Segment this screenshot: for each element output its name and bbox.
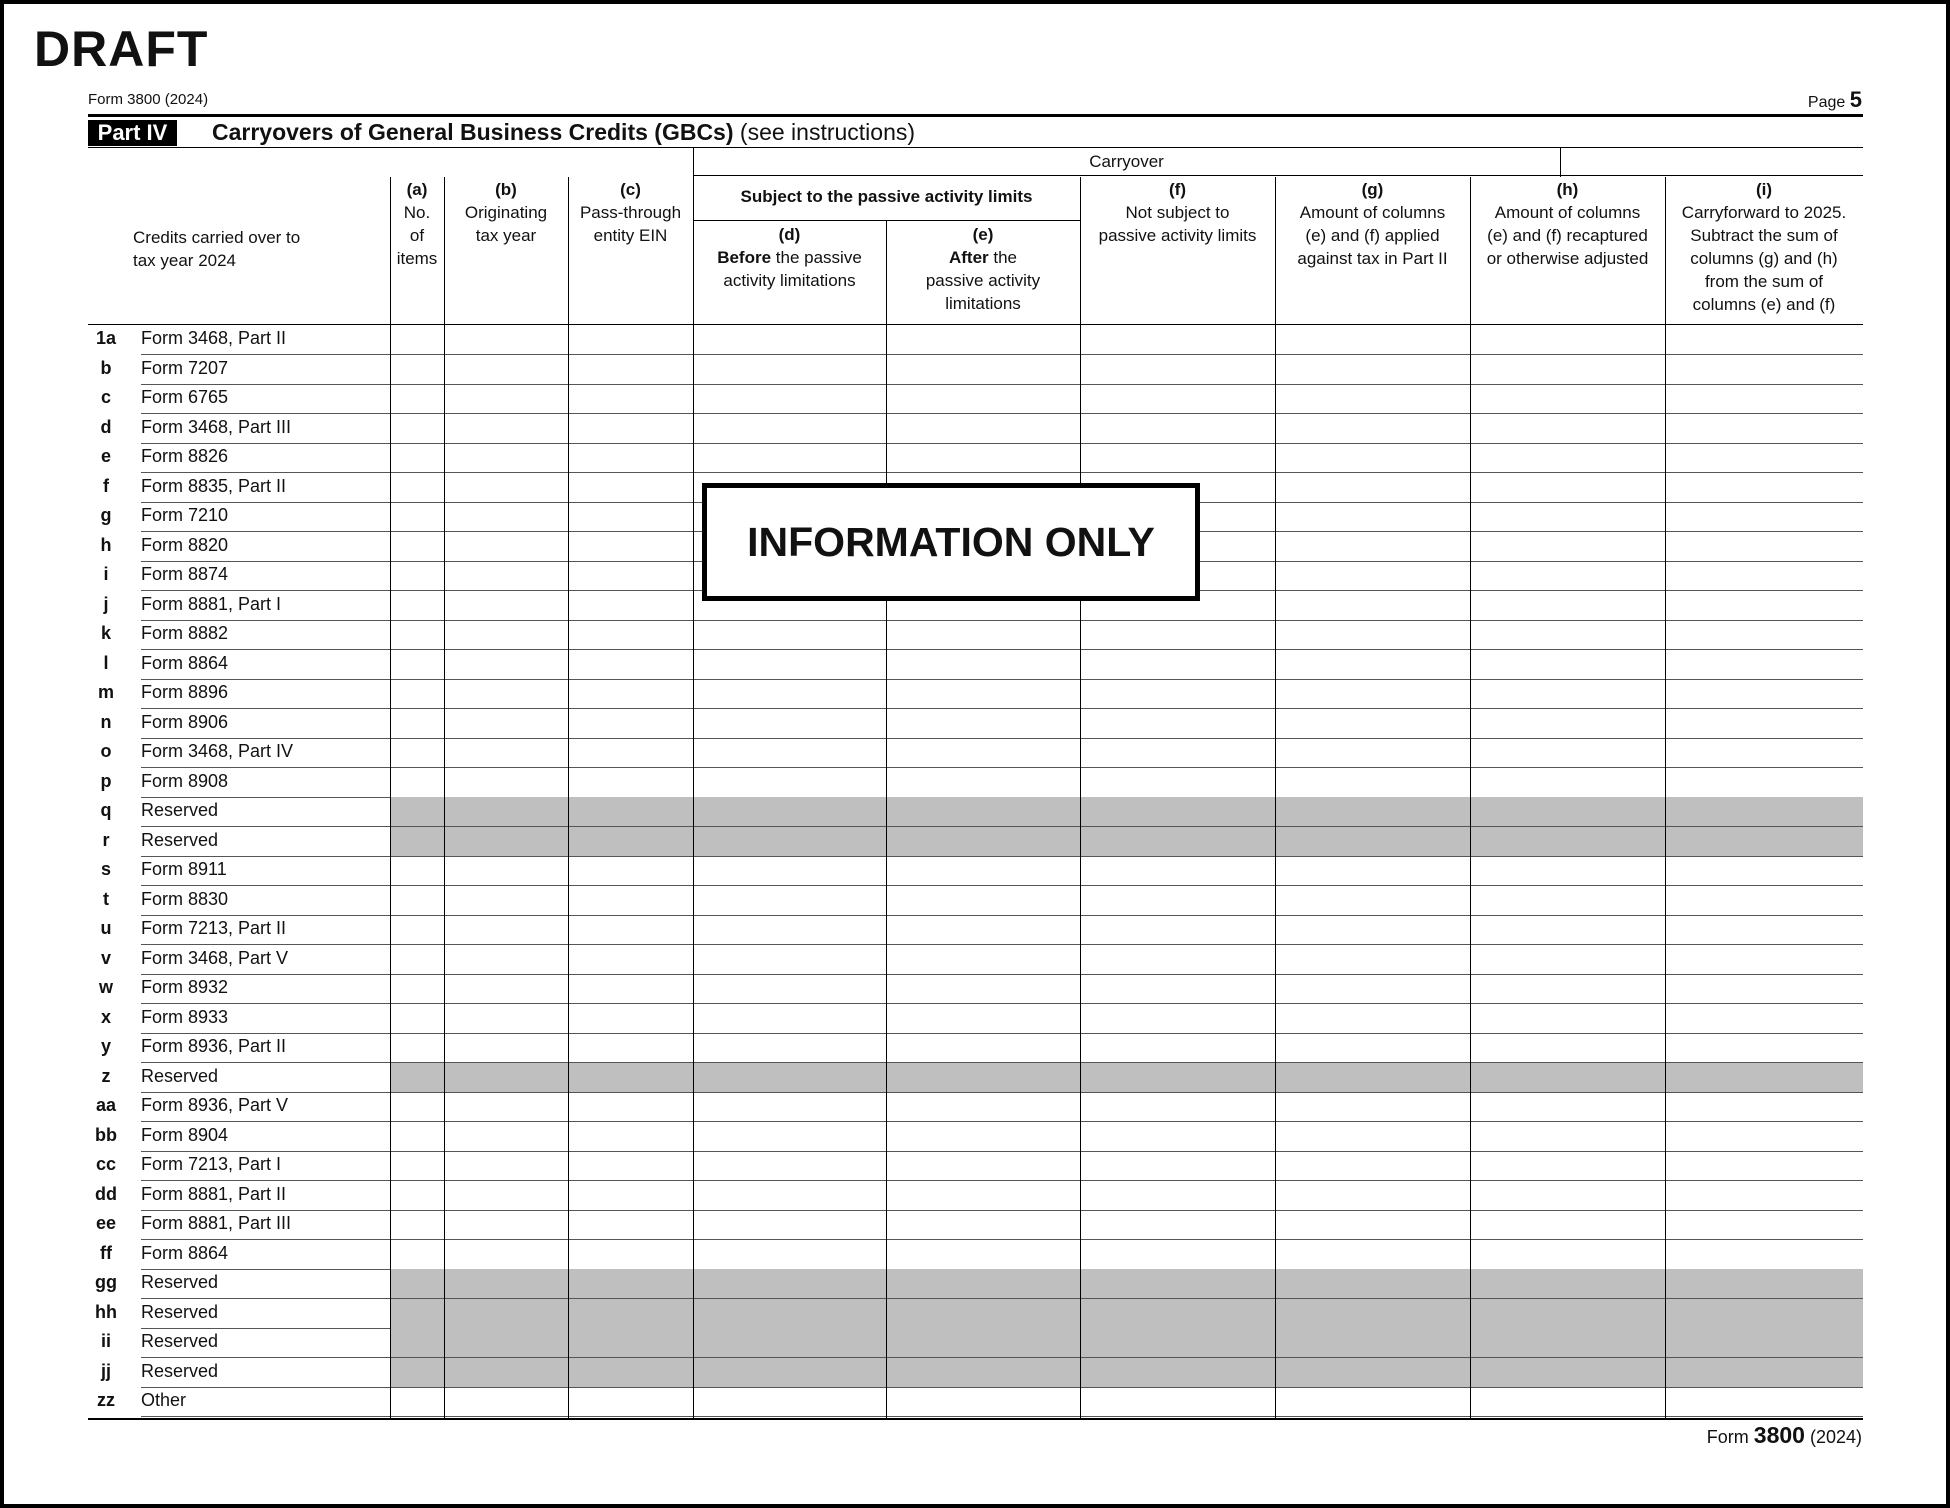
row-label: Form 8881, Part III (141, 1213, 292, 1233)
column-i-letter: (i) (1755, 180, 1773, 199)
footer-year: (2024) (1809, 1427, 1862, 1447)
table-row (88, 1151, 1863, 1180)
row-label: Form 7213, Part I (141, 1154, 282, 1174)
column-g-header (1275, 178, 1470, 270)
part-title-text: Carryovers of General Business Credits (GBCs) (212, 119, 734, 145)
row-label: Other (141, 1390, 187, 1410)
form-footer (1707, 1422, 1862, 1449)
column-i-line5: columns (e) and (f) (1692, 295, 1836, 314)
column-g-line2: (e) and (f) applied (1305, 226, 1440, 245)
row-label: Reserved (141, 1065, 219, 1086)
column-c-line2: entity EIN (593, 226, 668, 245)
column-g-letter: (g) (1361, 180, 1384, 199)
column-i-line1: Carryforward to 2025. (1681, 203, 1847, 222)
column-b-line1: Originating (464, 203, 548, 222)
column-d-line1: the passive (775, 248, 862, 267)
column-line-e (886, 221, 887, 1419)
row-label: Form 8864 (141, 652, 229, 673)
column-f-line1: Not subject to (1125, 203, 1230, 222)
row-code: m (97, 682, 114, 702)
column-line-c (568, 177, 569, 1419)
column-c-header (568, 178, 693, 247)
column-i-header (1665, 178, 1863, 316)
table-row (88, 738, 1863, 767)
column-d-letter: (d) (778, 225, 801, 244)
row-label: Form 6765 (141, 387, 229, 407)
row-code: h (100, 534, 112, 555)
column-e-line2: passive activity (925, 271, 1041, 290)
row-code: ii (100, 1331, 111, 1351)
row-code: l (103, 652, 109, 673)
column-h-line1: Amount of columns (1494, 203, 1641, 222)
row-label: Reserved (141, 1331, 219, 1351)
reserved-shading (390, 1328, 1863, 1357)
row-code: w (98, 977, 113, 997)
row-label: Form 8820 (141, 534, 229, 555)
table-row (88, 797, 1863, 826)
column-e-bold: After (948, 248, 989, 267)
part-subtitle: (see instructions) (739, 119, 916, 145)
table-row (88, 945, 1863, 974)
row-code: b (100, 357, 112, 378)
table-row (88, 886, 1863, 915)
row-code: g (100, 505, 112, 525)
row-code: j (103, 593, 109, 614)
row-label: Form 3468, Part II (141, 328, 287, 348)
reserved-shading (390, 1358, 1863, 1387)
row-code: aa (95, 1095, 117, 1115)
table-row (88, 355, 1863, 384)
row-code: k (100, 623, 111, 643)
row-label: Form 7210 (141, 505, 229, 525)
row-code: cc (95, 1154, 117, 1174)
column-a-line1: No. (403, 203, 431, 222)
row-label: Reserved (141, 1272, 219, 1292)
row-label: Form 8881, Part II (141, 1183, 287, 1204)
row-code: p (100, 770, 112, 791)
column-i-line3: columns (g) and (h) (1690, 249, 1838, 268)
row-code: bb (95, 1124, 117, 1145)
row-label: Form 3468, Part V (141, 947, 289, 968)
column-e-line1: the (993, 248, 1018, 267)
row-label: Form 8826 (141, 446, 229, 466)
table-row (88, 1269, 1863, 1298)
column-h-line2: (e) and (f) recaptured (1487, 226, 1648, 245)
row-code: gg (95, 1272, 117, 1292)
row-code: ee (95, 1213, 117, 1233)
part-badge: Part IV (88, 120, 177, 146)
row-label: Reserved (141, 800, 219, 820)
column-line-d (693, 147, 694, 1419)
column-a-letter: (a) (406, 180, 428, 199)
credits-label-line2: tax year 2024 (133, 251, 237, 270)
table-row (88, 1210, 1863, 1239)
column-f-letter: (f) (1169, 180, 1186, 199)
table-row (88, 1240, 1863, 1269)
column-c-letter: (c) (620, 180, 641, 199)
table-row (88, 325, 1863, 354)
row-label: Form 8835, Part II (141, 475, 287, 496)
table-bottom-rule (88, 1418, 1863, 1420)
row-label: Form 7207 (141, 357, 229, 378)
table-row (88, 1063, 1863, 1092)
row-code: o (100, 741, 112, 761)
column-line-b (444, 177, 445, 1419)
information-only-stamp: INFORMATION ONLY (702, 483, 1200, 601)
column-a-line3: items (396, 249, 438, 268)
table-row (88, 1033, 1863, 1062)
table-row (88, 827, 1863, 856)
credits-label (133, 226, 353, 272)
row-label: Form 8936, Part V (141, 1095, 289, 1115)
row-label: Form 3468, Part III (141, 416, 292, 437)
column-b-line2: tax year (475, 226, 537, 245)
column-e-line3: limitations (945, 294, 1021, 313)
column-g-line3: against tax in Part II (1297, 249, 1448, 268)
column-c-line1: Pass-through (579, 203, 682, 222)
row-code: s (100, 859, 111, 879)
row-code: f (103, 475, 109, 496)
row-code: e (100, 446, 111, 466)
table-row (88, 1299, 1863, 1328)
footer-prefix: Form (1706, 1427, 1749, 1447)
row-code: jj (100, 1360, 111, 1381)
row-label: Form 8896 (141, 682, 229, 702)
row-code: y (100, 1036, 111, 1056)
row-label: Reserved (141, 829, 219, 850)
table-row (88, 1387, 1863, 1416)
row-code: c (100, 387, 111, 407)
row-label: Reserved (141, 1301, 219, 1322)
column-i-line2: Subtract the sum of (1690, 226, 1838, 245)
row-label: Form 8932 (141, 977, 229, 997)
column-line-i (1665, 177, 1666, 1419)
row-label: Form 8911 (141, 859, 227, 879)
table-row (88, 650, 1863, 679)
column-g-line1: Amount of columns (1299, 203, 1446, 222)
table-row (88, 384, 1863, 413)
row-label: Form 8864 (141, 1242, 229, 1263)
column-line-f (1080, 177, 1081, 1419)
column-h-line3: or otherwise adjusted (1486, 249, 1649, 268)
column-f-header (1080, 178, 1275, 247)
row-label: Form 3468, Part IV (141, 741, 294, 761)
row-code: z (101, 1065, 111, 1086)
row-code: r (102, 829, 110, 850)
table-row (88, 1328, 1863, 1357)
reserved-shading (390, 1063, 1863, 1092)
table-row (88, 679, 1863, 708)
column-a-line2: of (409, 226, 425, 245)
row-label: Form 8881, Part I (141, 593, 282, 614)
row-label: Form 8904 (141, 1124, 229, 1145)
carryover-group-end-line (1560, 147, 1561, 177)
row-code: zz (97, 1390, 115, 1410)
table-row (88, 768, 1863, 797)
column-a-header (390, 178, 444, 270)
row-code: v (100, 947, 111, 968)
reserved-shading (390, 1299, 1863, 1328)
row-label: Reserved (141, 1360, 219, 1381)
row-label: Form 8936, Part II (141, 1036, 287, 1056)
row-rule (141, 1416, 1863, 1417)
footer-form-number: 3800 (1753, 1422, 1805, 1448)
row-code: q (100, 800, 112, 820)
row-label: Form 8830 (141, 888, 229, 909)
column-line-g (1275, 177, 1276, 1419)
row-code: t (103, 888, 109, 909)
credits-label-line1: Credits carried over to (133, 228, 301, 247)
reserved-shading (390, 827, 1863, 856)
row-code: x (100, 1006, 111, 1027)
table-row (88, 1181, 1863, 1210)
carryover-group-header: Carryover (1089, 152, 1164, 171)
row-code: 1a (95, 328, 117, 348)
table-row (88, 915, 1863, 944)
column-d-bold: Before (717, 248, 772, 267)
row-label: Form 8882 (141, 623, 229, 643)
table-row (88, 620, 1863, 649)
row-label: Form 8874 (141, 564, 229, 584)
column-f-line2: passive activity limits (1098, 226, 1257, 245)
row-code: u (100, 918, 112, 938)
table-row (88, 414, 1863, 443)
page-number-value: 5 (1849, 87, 1862, 112)
reserved-shading (390, 1269, 1863, 1298)
column-line-h (1470, 177, 1471, 1419)
table-row (88, 974, 1863, 1003)
draft-watermark: DRAFT (34, 21, 209, 77)
table-row (88, 856, 1863, 885)
table-row (88, 1358, 1863, 1387)
column-b-header (444, 178, 568, 247)
carryover-table (88, 0, 1863, 1508)
column-d-line2: activity limitations (723, 271, 856, 290)
row-code: dd (95, 1183, 117, 1204)
page-label: Page (1807, 94, 1846, 111)
table-row (88, 443, 1863, 472)
table-row (88, 1004, 1863, 1033)
column-b-letter: (b) (495, 180, 517, 199)
column-i-line4: from the sum of (1704, 272, 1824, 291)
column-h-letter: (h) (1556, 180, 1579, 199)
row-code: i (103, 564, 109, 584)
column-e-letter: (e) (972, 225, 994, 244)
passive-group-header: Subject to the passive activity limits (740, 187, 1033, 206)
row-code: d (100, 416, 112, 437)
column-d-header (693, 223, 886, 292)
column-h-header (1470, 178, 1665, 270)
table-row (88, 709, 1863, 738)
row-label: Form 8908 (141, 770, 229, 791)
row-code: ff (100, 1242, 112, 1263)
row-label: Form 7213, Part II (141, 918, 287, 938)
column-e-header (886, 223, 1080, 315)
row-label: Form 8906 (141, 711, 229, 732)
reserved-shading (390, 797, 1863, 826)
row-label: Form 8933 (141, 1006, 229, 1027)
table-row (88, 1092, 1863, 1121)
table-row (88, 1122, 1863, 1151)
row-code: n (100, 711, 112, 732)
column-line-a (390, 177, 391, 1419)
form-id-header: Form 3800 (2024) (88, 91, 209, 108)
header-rule-carryover (693, 175, 1863, 176)
row-code: hh (95, 1301, 117, 1322)
